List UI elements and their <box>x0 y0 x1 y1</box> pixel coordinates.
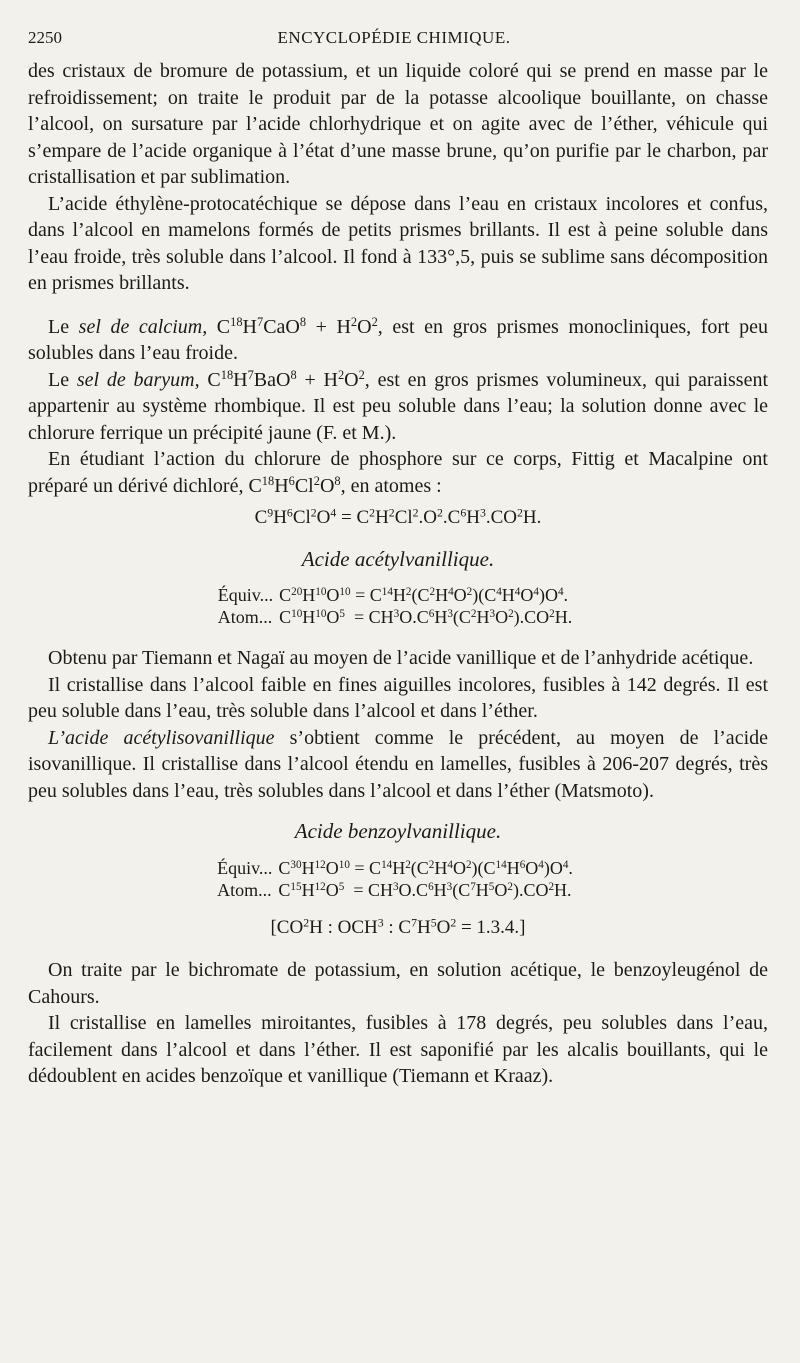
page-number: 2250 <box>28 28 62 47</box>
formula-positions: [$CO^2H$ : OCH$^3$ : $C^7H^5O^2 = 1.3.4$.] <box>270 916 526 938</box>
page-header <box>28 28 760 52</box>
paragraph-barium-salt: Le sel de baryum, $C^{18}H^7BaO^8 + H^2O^2$, est en gros prismes volumineux, qui paraissent appartenir au système rhombique. Il est peu soluble dans l’eau; la solution donne avec le chlorure ferrique un précipité jaune (F. et M.). <box>28 367 769 444</box>
atom-formula: $C^{10}H^{10}O^5 = CH^3O.C^6H^3(C^2H^3O^2).CO^2H$. <box>279 607 573 627</box>
term-barium-salt: sel de baryum, <box>76 368 200 391</box>
paragraph-calcium-salt: Le sel de calcium, $C^{18}H^7CaO^8 + H^2O^2$, est en gros prismes monocliniques, fort peu solubles dans l’eau froide. <box>28 314 769 364</box>
formula-table-acetylvanillic <box>218 584 578 628</box>
section-title-acetylvanillic: Acide acétylvanillique. <box>301 546 495 571</box>
paragraph-2: L’acide éthylène-protocatéchique se dépose dans l’eau en cristaux incolores et confus, dans l’alcool en mamelons formés de petits prismes brillants. Il est à peine soluble dans l’eau froide, très soluble dans l’alcool. Il fond à 133°,5, puis se sublime sans décomposition en prismes brillants. <box>28 192 768 294</box>
atom-formula: $C^{15}H^{12}O^5 = CH^3O.C^6H^3(C^7H^5O^2).CO^2H$. <box>278 879 572 900</box>
formula-calcium-salt: $C^{18}H^7CaO^8 + H^2O^2$ <box>216 314 378 338</box>
formula-dichloro: $C^{18}H^6Cl^2O^8$ <box>248 473 341 497</box>
atom-label: Atom... <box>217 607 273 627</box>
section-title-benzoylvanillic: Acide benzoylvanillique. <box>294 819 502 843</box>
page-body <box>28 58 768 1090</box>
equiv-formula: $C^{20}H^{10}O^{10} = C^{14}H^2(C^2H^4O^2)(C^4H^4O^4)O^4$. <box>279 585 569 605</box>
term-acetylisovanillic: L’acide acétylisovanillique <box>48 726 275 749</box>
paragraph-6: Il cristallise en lamelles miroitantes, fusibles à 178 degrés, peu solubles dans l’eau, facilement dans l’alcool et dans l’éther. Il est saponifié par les alcalis bouillants, qui le dédoublent en acides benzoïque et vanillique (Tiemann et Kraaz). <box>28 1012 768 1087</box>
equiv-label: Équiv... <box>217 585 274 605</box>
formula-dichloro-atoms: $C^9H^6Cl^2O^4 = C^2H^2Cl^2.O^2.C^6H^3.CO^2H$. <box>254 506 542 528</box>
formula-table-benzoylvanillic <box>217 857 579 901</box>
paragraph-dichloro: En étudiant l’action du chlorure de phosphore sur ce corps, Fittig et Macalpine ont préparé un dérivé dichloré, $C^{18}H^6Cl^2O^8$, en atomes : <box>28 448 768 497</box>
running-title: ENCYCLOPÉDIE CHIMIQUE. <box>277 28 511 47</box>
paragraph-3: Obtenu par Tiemann et Nagaï au moyen de l’acide vanillique et de l’anhydride acétique. <box>48 647 754 669</box>
paragraph-4: Il cristallise dans l’alcool faible en fines aiguilles incolores, fusibles à 142 degrés. Il est peu soluble dans l’eau, très soluble dans l’alcool et dans l’éther. <box>28 673 768 722</box>
term-calcium-salt: sel de calcium, <box>78 315 208 338</box>
equiv-label: Équiv... <box>217 857 273 878</box>
atom-label: Atom... <box>217 879 272 900</box>
formula-barium-salt: $C^{18}H^7BaO^8 + H^2O^2$ <box>207 367 365 391</box>
equiv-formula: $C^{30}H^{12}O^{10} = C^{14}H^2(C^2H^4O^2)(C^{14}H^6O^4)O^4$. <box>278 857 573 878</box>
paragraph-5: On traite par le bichromate de potassium, en solution acétique, le benzoyleugénol de Cahours. <box>28 959 768 1008</box>
paragraph-1: des cristaux de bromure de potassium, et un liquide coloré qui se prend en masse par le refroidissement; on traite le produit par de la potasse alcoolique bouillante, on chasse l’alcool, on sursature par l’acide chlorhydrique et on agite avec de l’éther, véhicule qui s’empare de l’acide organique à l’état d’une masse brune, qu’on purifie par le charbon, par cristallisation et par sublimation. <box>28 60 768 188</box>
paragraph-acetylisovanillic: L’acide acétylisovanillique s’obtient comme le précédent, au moyen de l’acide isovanillique. Il cristallise dans l’alcool étendu en lamelles, fusibles à 206-207 degrés, très peu solubles dans l’eau, très solubles dans l’alcool et dans l’éther (Matsmoto). <box>28 726 768 802</box>
